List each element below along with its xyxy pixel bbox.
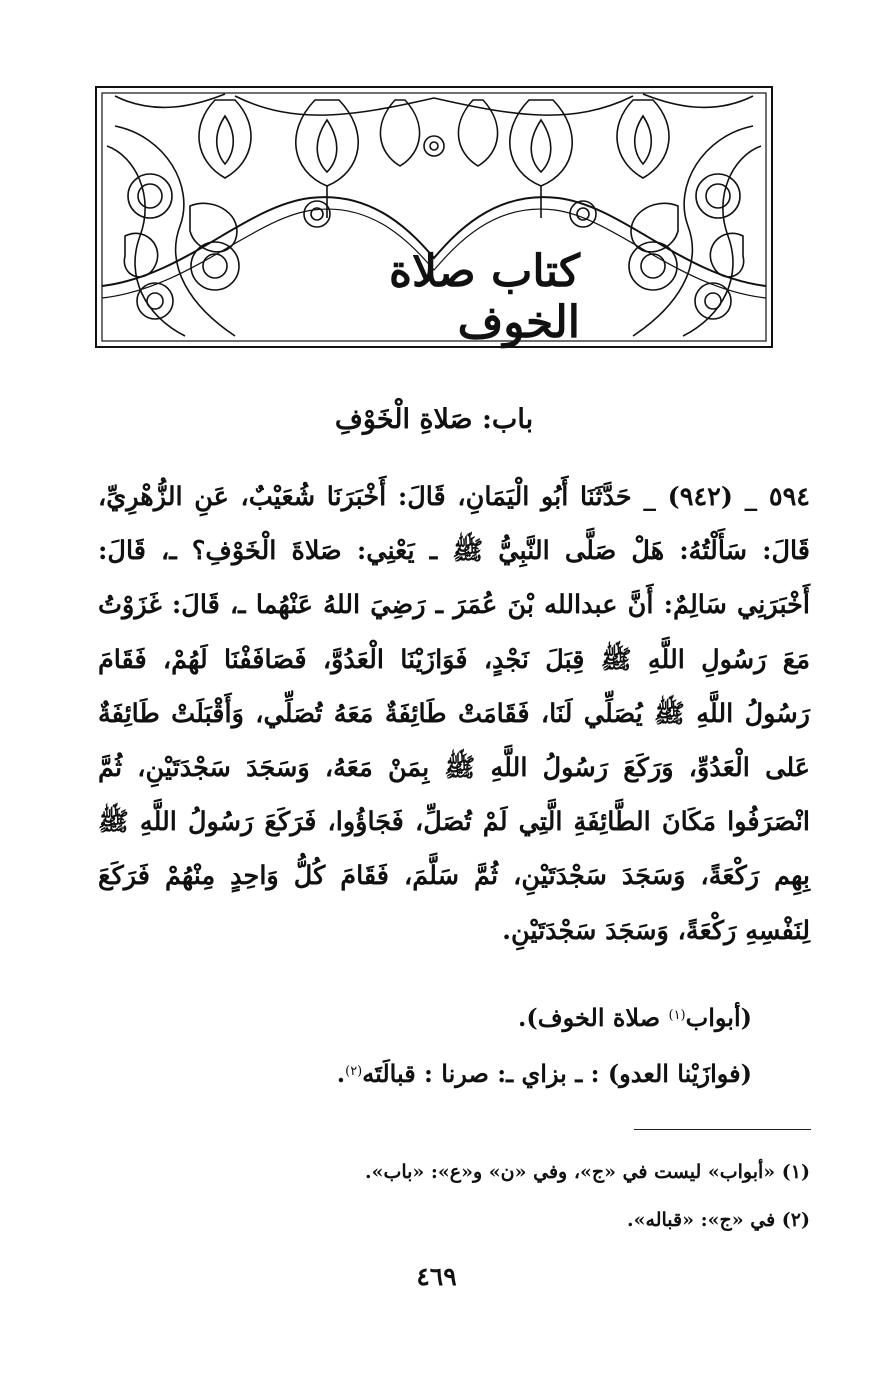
note-line: (فوازَيْنا العدو) : ـ بزاي ـ: صرنا : قبالَتَه$^{(٢)}$. <box>336 1059 752 1088</box>
footnote-ref[interactable]: (٢) <box>345 1064 363 1079</box>
footnote-item: (٢) في «ج»: «قباله». <box>627 1209 810 1231</box>
chapter-title: باب: صَلاةِ الْخَوْفِ <box>334 404 534 435</box>
page-number: ٤٦٩ <box>416 1262 457 1291</box>
ornamental-header-frame <box>95 86 773 348</box>
hadith-text-block <box>98 470 810 958</box>
note-line: (أبواب$^{(١)}$ صلاة الخوف). <box>518 1003 752 1032</box>
footnote-divider <box>634 1129 811 1130</box>
explanatory-notes <box>98 990 810 1102</box>
hadith-paragraph: ٥٩٤ _ (٩٤٢) _ حَدَّثَنَا أَبُو الْيَمَانِ، قَالَ: أَخْبَرَنَا شُعَيْبٌ، عَنِ الزُّهْرِيِّ، قَالَ: سَأَلْتُهُ: هَلْ صَلَّى النَّبِيُّ ﷺ ـ يَعْنِي: صَلاةَ الْخَوْفِ؟ ـ، قَالَ: أَخْبَرَنِي سَالِمٌ: أَنَّ عبدالله بْنَ عُمَرَ ـ رَضِيَ اللهُ عَنْهُما ـ، قَالَ: غَزَوْتُ مَعَ رَسُولِ اللَّهِ ﷺ قِبَلَ نَجْدٍ، فَوَازَيْنَا الْعَدُوَّ، فَصَافَفْنَا لَهُمْ، فَقَامَ رَسُولُ اللَّهِ ﷺ يُصَلِّي لَنَا، فَقَامَتْ طَائِفَةٌ مَعَهُ تُصَلِّي، وَأَقْبَلَتْ طَائِفَةٌ عَلى الْعَدُوِّ، وَرَكَعَ رَسُولُ اللَّهِ ﷺ بِمَنْ مَعَهُ، وَسَجَدَ سَجْدَتَيْنِ، ثُمَّ انْصَرَفُوا مَكَانَ الطَّائِفَةِ الَّتِي لَمْ تُصَلِّ، فَجَاؤُوا، فَرَكَعَ رَسُولُ اللَّهِ ﷺ بِهِم رَكْعَةً، وَسَجَدَ سَجْدَتَيْنِ، ثُمَّ سَلَّمَ، فَقَامَ كُلُّ وَاحِدٍ مِنْهُمْ فَرَكَعَ لِنَفْسِهِ رَكْعَةً، وَسَجَدَ سَجْدَتَيْنِ. <box>98 482 810 946</box>
footnotes <box>98 1148 810 1244</box>
footnote-ref[interactable]: (١) <box>668 1008 686 1023</box>
footnote-item: (١) «أبواب» ليست في «ج»، وفي «ن» و«ع»: «باب». <box>364 1161 810 1183</box>
book-title: كتاب صلاة الخوف <box>388 246 580 348</box>
